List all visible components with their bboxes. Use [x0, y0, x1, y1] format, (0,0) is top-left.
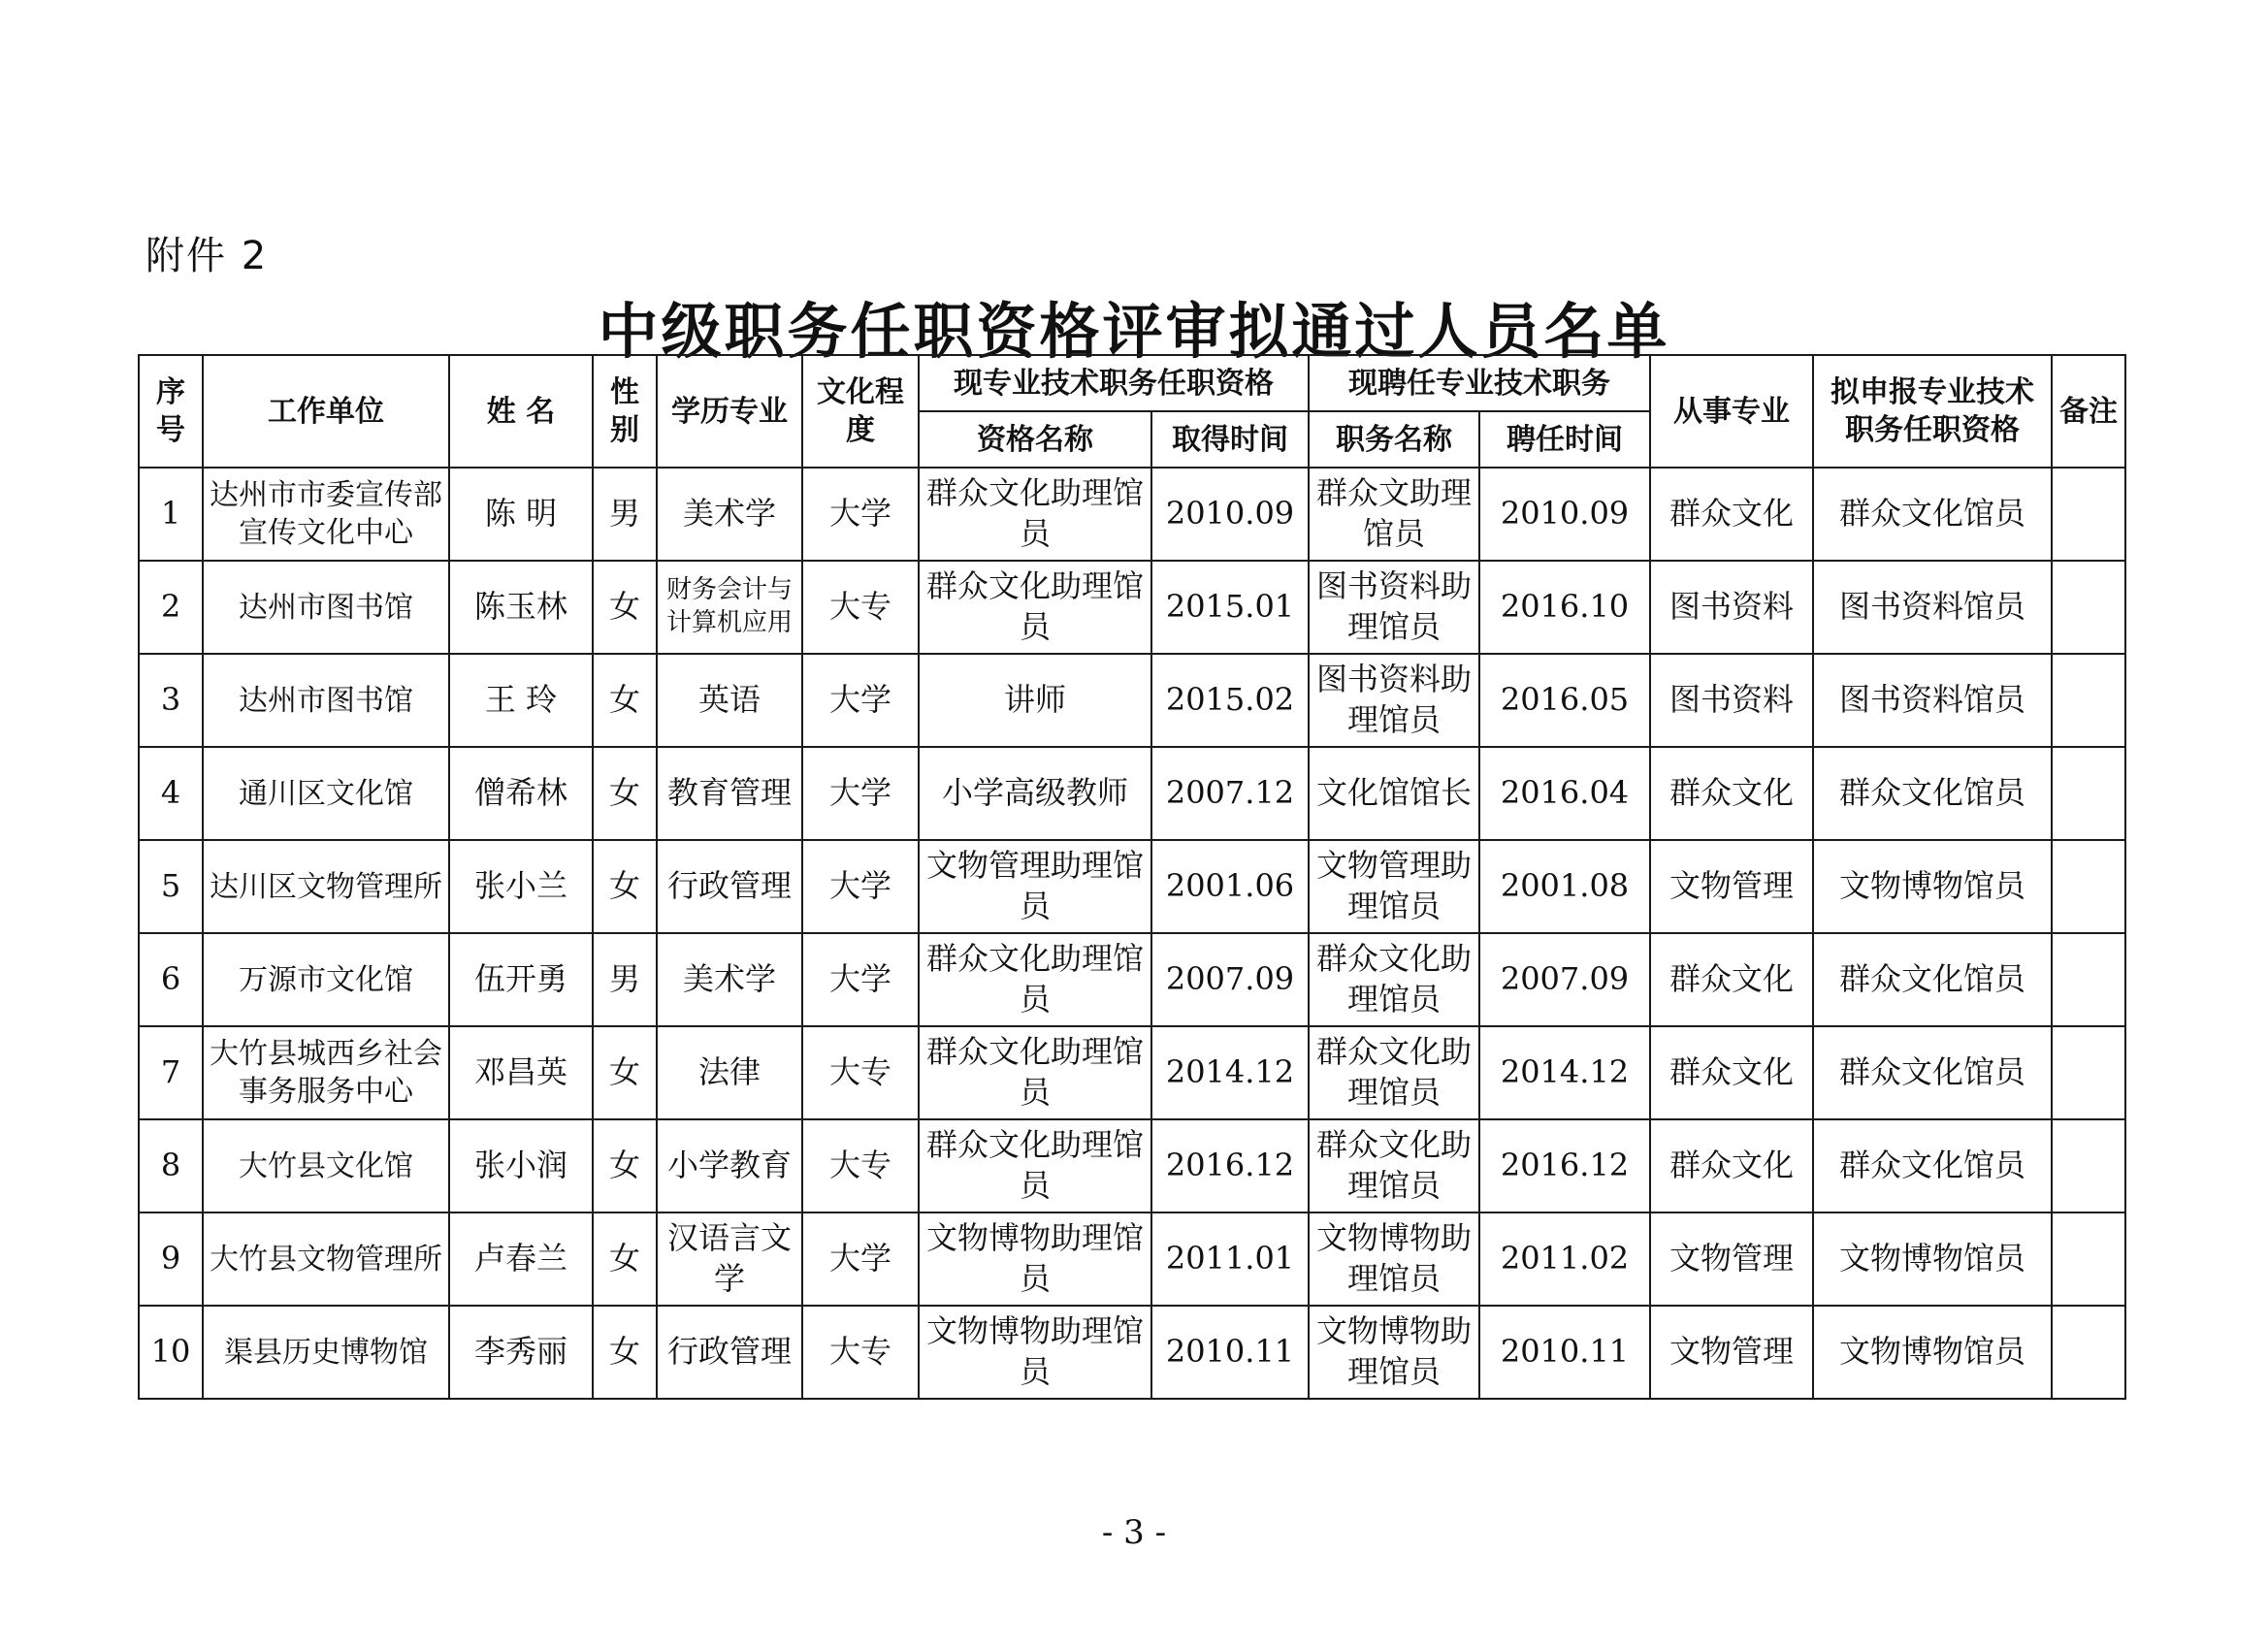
header-apply-qualification: 拟申报专业技术职务任职资格	[1813, 355, 2052, 468]
table-row	[139, 1212, 2125, 1306]
table-row	[139, 561, 2125, 654]
cell-qual-date: 2007.09	[1151, 933, 1309, 1026]
header-education: 文化程度	[802, 355, 919, 468]
cell-qual-name: 群众文化助理馆员	[919, 1026, 1151, 1119]
cell-post-date: 2011.02	[1479, 1212, 1650, 1306]
table-row	[139, 1026, 2125, 1119]
cell-qual-name: 群众文化助理馆员	[919, 1119, 1151, 1212]
cell-unit: 大竹县城西乡社会事务服务中心	[203, 1026, 449, 1119]
cell-major: 美术学	[657, 933, 802, 1026]
header-seq: 序号	[139, 355, 203, 468]
cell-field: 群众文化	[1650, 933, 1813, 1026]
personnel-table-container	[138, 354, 2124, 1400]
cell-seq: 9	[139, 1212, 203, 1306]
cell-name: 张小兰	[449, 840, 593, 933]
header-qual-date: 取得时间	[1151, 411, 1309, 468]
cell-education: 大学	[802, 747, 919, 840]
cell-remark	[2052, 1026, 2125, 1119]
cell-qual-name: 群众文化助理馆员	[919, 933, 1151, 1026]
cell-qual-date: 2010.09	[1151, 468, 1309, 561]
header-qual-name: 资格名称	[919, 411, 1151, 468]
table-body	[139, 468, 2125, 1399]
table-row	[139, 654, 2125, 747]
cell-apply-qual: 群众文化馆员	[1813, 1119, 2052, 1212]
cell-unit: 大竹县文化馆	[203, 1119, 449, 1212]
header-field: 从事专业	[1650, 355, 1813, 468]
cell-post-date: 2016.05	[1479, 654, 1650, 747]
cell-unit: 渠县历史博物馆	[203, 1306, 449, 1399]
cell-name: 陈 明	[449, 468, 593, 561]
cell-name: 李秀丽	[449, 1306, 593, 1399]
cell-name: 卢春兰	[449, 1212, 593, 1306]
cell-remark	[2052, 1306, 2125, 1399]
table-row	[139, 468, 2125, 561]
cell-unit: 达州市图书馆	[203, 654, 449, 747]
cell-post-date: 2007.09	[1479, 933, 1650, 1026]
header-current-post: 现聘任专业技术职务	[1309, 355, 1650, 411]
header-unit: 工作单位	[203, 355, 449, 468]
cell-post-name: 文物管理助理馆员	[1309, 840, 1479, 933]
cell-qual-name: 文物博物助理馆员	[919, 1306, 1151, 1399]
cell-apply-qual: 文物博物馆员	[1813, 1306, 2052, 1399]
cell-post-date: 2016.12	[1479, 1119, 1650, 1212]
cell-qual-date: 2007.12	[1151, 747, 1309, 840]
cell-post-name: 群众文化助理馆员	[1309, 1026, 1479, 1119]
page-number: - 3 -	[1101, 1513, 1167, 1552]
cell-education: 大学	[802, 1212, 919, 1306]
cell-field: 文物管理	[1650, 1306, 1813, 1399]
cell-post-name: 群众文化助理馆员	[1309, 933, 1479, 1026]
cell-post-name: 文化馆馆长	[1309, 747, 1479, 840]
cell-seq: 3	[139, 654, 203, 747]
cell-qual-name: 文物管理助理馆员	[919, 840, 1151, 933]
header-remark: 备注	[2052, 355, 2125, 468]
cell-name: 陈玉林	[449, 561, 593, 654]
cell-remark	[2052, 654, 2125, 747]
cell-seq: 5	[139, 840, 203, 933]
cell-qual-date: 2011.01	[1151, 1212, 1309, 1306]
cell-field: 群众文化	[1650, 468, 1813, 561]
header-gender: 性别	[593, 355, 657, 468]
cell-field: 群众文化	[1650, 1119, 1813, 1212]
cell-remark	[2052, 933, 2125, 1026]
cell-name: 张小润	[449, 1119, 593, 1212]
attachment-label: 附件 2	[146, 234, 269, 278]
cell-gender: 女	[593, 747, 657, 840]
cell-post-date: 2010.09	[1479, 468, 1650, 561]
cell-field: 图书资料	[1650, 561, 1813, 654]
cell-apply-qual: 群众文化馆员	[1813, 1026, 2052, 1119]
cell-apply-qual: 文物博物馆员	[1813, 840, 2052, 933]
cell-qual-name: 小学高级教师	[919, 747, 1151, 840]
cell-major: 小学教育	[657, 1119, 802, 1212]
cell-field: 图书资料	[1650, 654, 1813, 747]
cell-qual-name: 文物博物助理馆员	[919, 1212, 1151, 1306]
cell-apply-qual: 文物博物馆员	[1813, 1212, 2052, 1306]
table-row	[139, 933, 2125, 1026]
cell-education: 大专	[802, 1026, 919, 1119]
cell-education: 大专	[802, 1119, 919, 1212]
cell-seq: 7	[139, 1026, 203, 1119]
cell-seq: 2	[139, 561, 203, 654]
cell-field: 文物管理	[1650, 1212, 1813, 1306]
cell-gender: 女	[593, 1026, 657, 1119]
cell-qual-date: 2015.01	[1151, 561, 1309, 654]
cell-gender: 女	[593, 1212, 657, 1306]
cell-field: 群众文化	[1650, 747, 1813, 840]
personnel-table	[138, 354, 2126, 1400]
cell-apply-qual: 群众文化馆员	[1813, 468, 2052, 561]
table-row	[139, 747, 2125, 840]
cell-gender: 女	[593, 1119, 657, 1212]
cell-gender: 男	[593, 468, 657, 561]
cell-qual-date: 2001.06	[1151, 840, 1309, 933]
cell-seq: 6	[139, 933, 203, 1026]
cell-major: 法律	[657, 1026, 802, 1119]
cell-major: 教育管理	[657, 747, 802, 840]
table-row	[139, 840, 2125, 933]
cell-remark	[2052, 747, 2125, 840]
cell-post-date: 2001.08	[1479, 840, 1650, 933]
cell-gender: 男	[593, 933, 657, 1026]
header-name: 姓 名	[449, 355, 593, 468]
cell-apply-qual: 图书资料馆员	[1813, 561, 2052, 654]
cell-apply-qual: 图书资料馆员	[1813, 654, 2052, 747]
cell-name: 邓昌英	[449, 1026, 593, 1119]
cell-seq: 10	[139, 1306, 203, 1399]
cell-post-date: 2016.04	[1479, 747, 1650, 840]
cell-gender: 女	[593, 840, 657, 933]
cell-gender: 女	[593, 561, 657, 654]
cell-education: 大学	[802, 654, 919, 747]
cell-education: 大专	[802, 1306, 919, 1399]
cell-post-name: 文物博物助理馆员	[1309, 1212, 1479, 1306]
cell-unit: 万源市文化馆	[203, 933, 449, 1026]
cell-major: 英语	[657, 654, 802, 747]
cell-qual-name: 讲师	[919, 654, 1151, 747]
cell-remark	[2052, 468, 2125, 561]
cell-qual-date: 2010.11	[1151, 1306, 1309, 1399]
cell-major: 财务会计与计算机应用	[657, 561, 802, 654]
cell-remark	[2052, 561, 2125, 654]
cell-name: 伍开勇	[449, 933, 593, 1026]
cell-post-name: 群众文化助理馆员	[1309, 1119, 1479, 1212]
cell-remark	[2052, 840, 2125, 933]
cell-post-name: 群众文助理馆员	[1309, 468, 1479, 561]
table-row	[139, 1119, 2125, 1212]
cell-post-date: 2016.10	[1479, 561, 1650, 654]
cell-unit: 大竹县文物管理所	[203, 1212, 449, 1306]
cell-name: 僧希林	[449, 747, 593, 840]
cell-education: 大学	[802, 840, 919, 933]
cell-qual-date: 2016.12	[1151, 1119, 1309, 1212]
cell-seq: 4	[139, 747, 203, 840]
cell-post-name: 图书资料助理馆员	[1309, 561, 1479, 654]
cell-seq: 1	[139, 468, 203, 561]
cell-apply-qual: 群众文化馆员	[1813, 933, 2052, 1026]
cell-post-name: 图书资料助理馆员	[1309, 654, 1479, 747]
cell-unit: 达州市图书馆	[203, 561, 449, 654]
cell-gender: 女	[593, 654, 657, 747]
cell-unit: 通川区文化馆	[203, 747, 449, 840]
document-title: 中级职务任职资格评审拟通过人员名单	[598, 296, 1670, 367]
cell-education: 大学	[802, 468, 919, 561]
cell-apply-qual: 群众文化馆员	[1813, 747, 2052, 840]
cell-gender: 女	[593, 1306, 657, 1399]
cell-education: 大学	[802, 933, 919, 1026]
cell-field: 群众文化	[1650, 1026, 1813, 1119]
cell-education: 大专	[802, 561, 919, 654]
cell-qual-name: 群众文化助理馆员	[919, 561, 1151, 654]
cell-post-date: 2010.11	[1479, 1306, 1650, 1399]
header-post-name: 职务名称	[1309, 411, 1479, 468]
cell-major: 汉语言文学	[657, 1212, 802, 1306]
table-row	[139, 1306, 2125, 1399]
cell-name: 王 玲	[449, 654, 593, 747]
cell-remark	[2052, 1212, 2125, 1306]
cell-post-date: 2014.12	[1479, 1026, 1650, 1119]
cell-remark	[2052, 1119, 2125, 1212]
cell-unit: 达川区文物管理所	[203, 840, 449, 933]
cell-qual-date: 2015.02	[1151, 654, 1309, 747]
cell-unit: 达州市市委宣传部宣传文化中心	[203, 468, 449, 561]
cell-field: 文物管理	[1650, 840, 1813, 933]
header-current-qualification: 现专业技术职务任职资格	[919, 355, 1309, 411]
cell-major: 美术学	[657, 468, 802, 561]
cell-qual-name: 群众文化助理馆员	[919, 468, 1151, 561]
cell-seq: 8	[139, 1119, 203, 1212]
cell-post-name: 文物博物助理馆员	[1309, 1306, 1479, 1399]
cell-qual-date: 2014.12	[1151, 1026, 1309, 1119]
header-major: 学历专业	[657, 355, 802, 468]
cell-major: 行政管理	[657, 840, 802, 933]
header-post-date: 聘任时间	[1479, 411, 1650, 468]
cell-major: 行政管理	[657, 1306, 802, 1399]
